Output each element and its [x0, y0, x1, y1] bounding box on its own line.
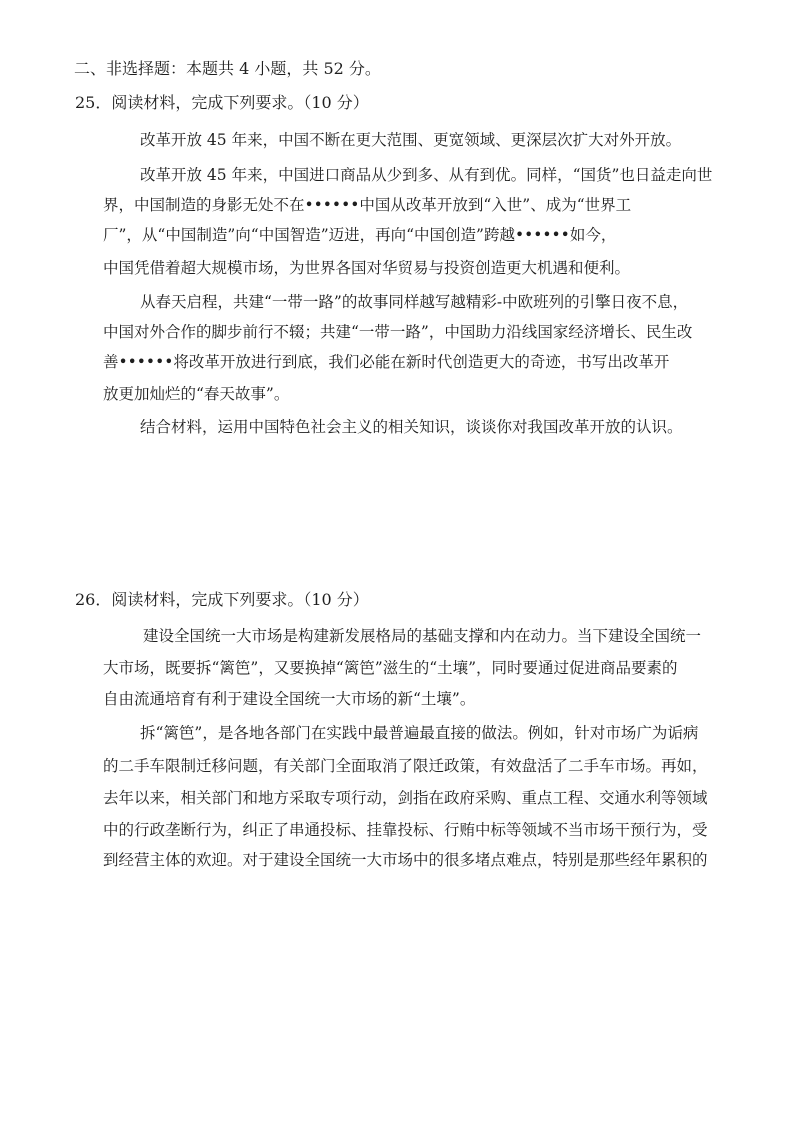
paragraph-line: 改革开放 45 年来，中国不断在更大范围、更宽领域、更深层次扩大对外开放。 — [140, 131, 682, 149]
section-title: 二、非选择题：本题共 4 小题，共 52 分。 — [74, 59, 381, 78]
paragraph-line: 大市场，既要拆“篱笆”，又要换掉“篱笆”滋生的“土壤”，同时要通过促进商品要素的 — [103, 659, 678, 677]
paragraph-line: 中的行政垄断行为，纠正了串通投标、挂靠投标、行贿中标等领域不当市场干预行为，受 — [103, 821, 708, 839]
paragraph-line: 拆“篱笆”，是各地各部门在实践中最普遍最直接的做法。例如，针对市场广为诟病 — [140, 724, 699, 742]
question-25-title: 25．阅读材料，完成下列要求。（10 分） — [75, 93, 369, 112]
paragraph-line: 到经营主体的欢迎。对于建设全国统一大市场中的很多堵点难点，特别是那些经年累积的 — [103, 851, 708, 869]
paragraph-line: 的二手车限制迁移问题，有关部门全面取消了限迁政策，有效盘活了二手车市场。再如， — [103, 757, 708, 775]
paragraph-line: 放更加灿烂的“春天故事”。 — [103, 385, 290, 403]
question-26-title: 26．阅读材料，完成下列要求。（10 分） — [75, 590, 369, 609]
paragraph-line: 从春天启程，共建“一带一路”的故事同样越写越精彩-中欧班列的引擎日夜不息， — [140, 293, 689, 311]
paragraph-line: 中国对外合作的脚步前行不辍；共建“一带一路”，中国助力沿线国家经济增长、民生改 — [103, 323, 693, 341]
paragraph-line: 自由流通培育有利于建设全国统一大市场的新“土壤”。 — [103, 690, 476, 708]
paragraph-line: 结合材料，运用中国特色社会主义的相关知识，谈谈你对我国改革开放的认识。 — [140, 418, 683, 436]
paragraph-line: 界，中国制造的身影无处不在••••••中国从改革开放到“入世”、成为“世界工 — [103, 196, 632, 214]
paragraph-line: 中国凭借着超大规模市场，为世界各国对华贸易与投资创造更大机遇和便利。 — [103, 259, 631, 277]
paragraph-line: 改革开放 45 年来，中国进口商品从少到多、从有到优。同样，“国货”也日益走向世 — [140, 166, 713, 184]
paragraph-line: 去年以来，相关部门和地方采取专项行动，剑指在政府采购、重点工程、交通水利等领域 — [103, 789, 708, 807]
paragraph-line: 建设全国统一大市场是构建新发展格局的基础支撑和内在动力。当下建设全国统一 — [143, 627, 702, 645]
paragraph-line: 善••••••将改革开放进行到底，我们必能在新时代创造更大的奇迹，书写出改革开 — [103, 353, 670, 371]
paragraph-line: 厂”，从“中国制造”向“中国智造”迈进，再向“中国创造”跨越••••••如今， — [103, 226, 617, 244]
